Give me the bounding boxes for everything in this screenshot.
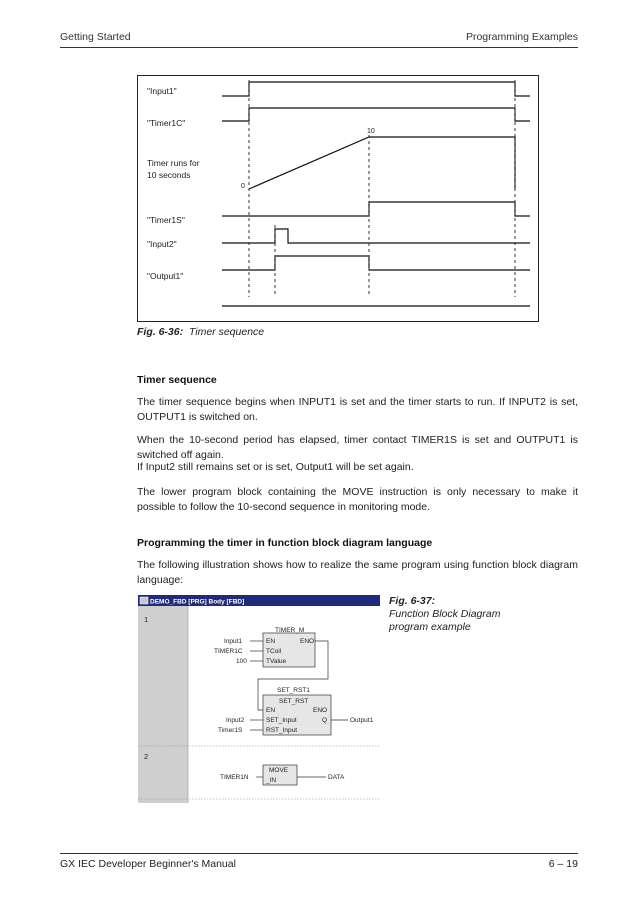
para-following-illustration: The following illustration shows how to realize the same program using function block diagram language: <box>137 559 578 586</box>
ramp-start-label: 0 <box>241 183 245 190</box>
para-10-second: When the 10-second period has elapsed, timer contact TIMER1S is set and OUTPUT1 is switched off again. <box>137 434 578 461</box>
setrst-name: SET_RST1 <box>277 687 310 694</box>
wave-ramp <box>249 137 515 189</box>
label-input2: "Input2" <box>147 239 177 249</box>
fig-6-36-number: Fig. 6-36: <box>137 326 184 338</box>
fig-6-36-caption <box>137 326 264 338</box>
wave-timer1c <box>222 108 530 121</box>
network-2-label: 2 <box>144 752 149 761</box>
var-timer1c: TIMER1C <box>214 648 243 655</box>
var-output1: Output1 <box>350 717 374 724</box>
var-timer1s: Timer1S <box>218 727 243 734</box>
setrst-in-set: SET_Input <box>266 717 297 724</box>
wave-output1 <box>222 256 530 270</box>
var-input2: Input2 <box>226 717 245 724</box>
fig-6-36-title: Timer sequence <box>188 326 265 338</box>
wave-timer1s <box>222 202 530 216</box>
setrst-in-rst: RST_Input <box>266 727 298 734</box>
setrst-out-q: Q <box>322 717 328 724</box>
label-10-seconds: 10 seconds <box>147 170 191 180</box>
header-right: Programming Examples <box>465 31 578 43</box>
label-output1: "Output1" <box>147 271 184 281</box>
setrst-in-en: EN <box>266 707 276 714</box>
setrst-out-eno: ENO <box>313 707 328 714</box>
fbd-window-title: DEMO_FBD [PRG] Body [FBD] <box>150 598 245 606</box>
label-input1: "Input1" <box>147 86 177 96</box>
var-data: DATA <box>328 774 345 781</box>
timer-in-tvalue: TValue <box>266 658 287 665</box>
timer-name: TIMER_M <box>275 627 305 634</box>
fig-6-37-line2: program example <box>389 621 471 633</box>
wave-input2 <box>222 229 530 243</box>
fbd-gutter <box>138 606 188 803</box>
fig-6-37-line1: Function Block Diagram <box>389 608 501 620</box>
footer-page-number: 6 – 19 <box>548 858 578 870</box>
label-timer1s: "Timer1S" <box>147 215 185 225</box>
timer-in-en: EN <box>266 638 276 645</box>
fig-6-37-caption <box>389 595 500 634</box>
footer-left: GX IEC Developer Beginner's Manual <box>60 858 236 870</box>
var-input1: Input1 <box>224 638 243 645</box>
var-100: 100 <box>236 658 247 665</box>
label-timer1c: "Timer1C" <box>147 118 186 128</box>
move-in: _IN <box>266 777 277 784</box>
header-rule <box>60 47 578 48</box>
network-1-label: 1 <box>144 615 149 624</box>
wave-input1 <box>222 82 530 96</box>
para-timer-begins: The timer sequence begins when INPUT1 is set and the timer starts to run. If INPUT2 is set, OUTPUT1 is switched on. <box>137 396 578 423</box>
fbd-editor-window <box>138 595 380 803</box>
heading-fbd: Programming the timer in function block diagram language <box>137 537 433 549</box>
timer-out-eno: ENO <box>300 638 315 645</box>
para-input2-remains: If Input2 still remains set or is set, Output1 will be set again. <box>137 461 414 473</box>
var-timer1n: TIMER1N <box>220 774 249 781</box>
header-left: Getting Started <box>60 31 131 43</box>
setrst-type: SET_RST <box>279 698 309 705</box>
ramp-end-label: 10 <box>367 128 375 135</box>
timing-diagram <box>137 75 539 323</box>
label-timer-runs: Timer runs for <box>147 158 200 168</box>
fbd-window-icon <box>140 597 148 604</box>
move-type: MOVE <box>269 767 289 774</box>
para-lower-block: The lower program block containing the MOVE instruction is only necessary to make it possible to follow the 10-second sequence in monitoring mode. <box>137 486 578 513</box>
heading-timer-sequence: Timer sequence <box>137 374 217 386</box>
timer-in-tcoil: TCoil <box>266 648 282 655</box>
footer-rule <box>60 853 578 854</box>
fig-6-37-number: Fig. 6-37: <box>389 595 436 607</box>
